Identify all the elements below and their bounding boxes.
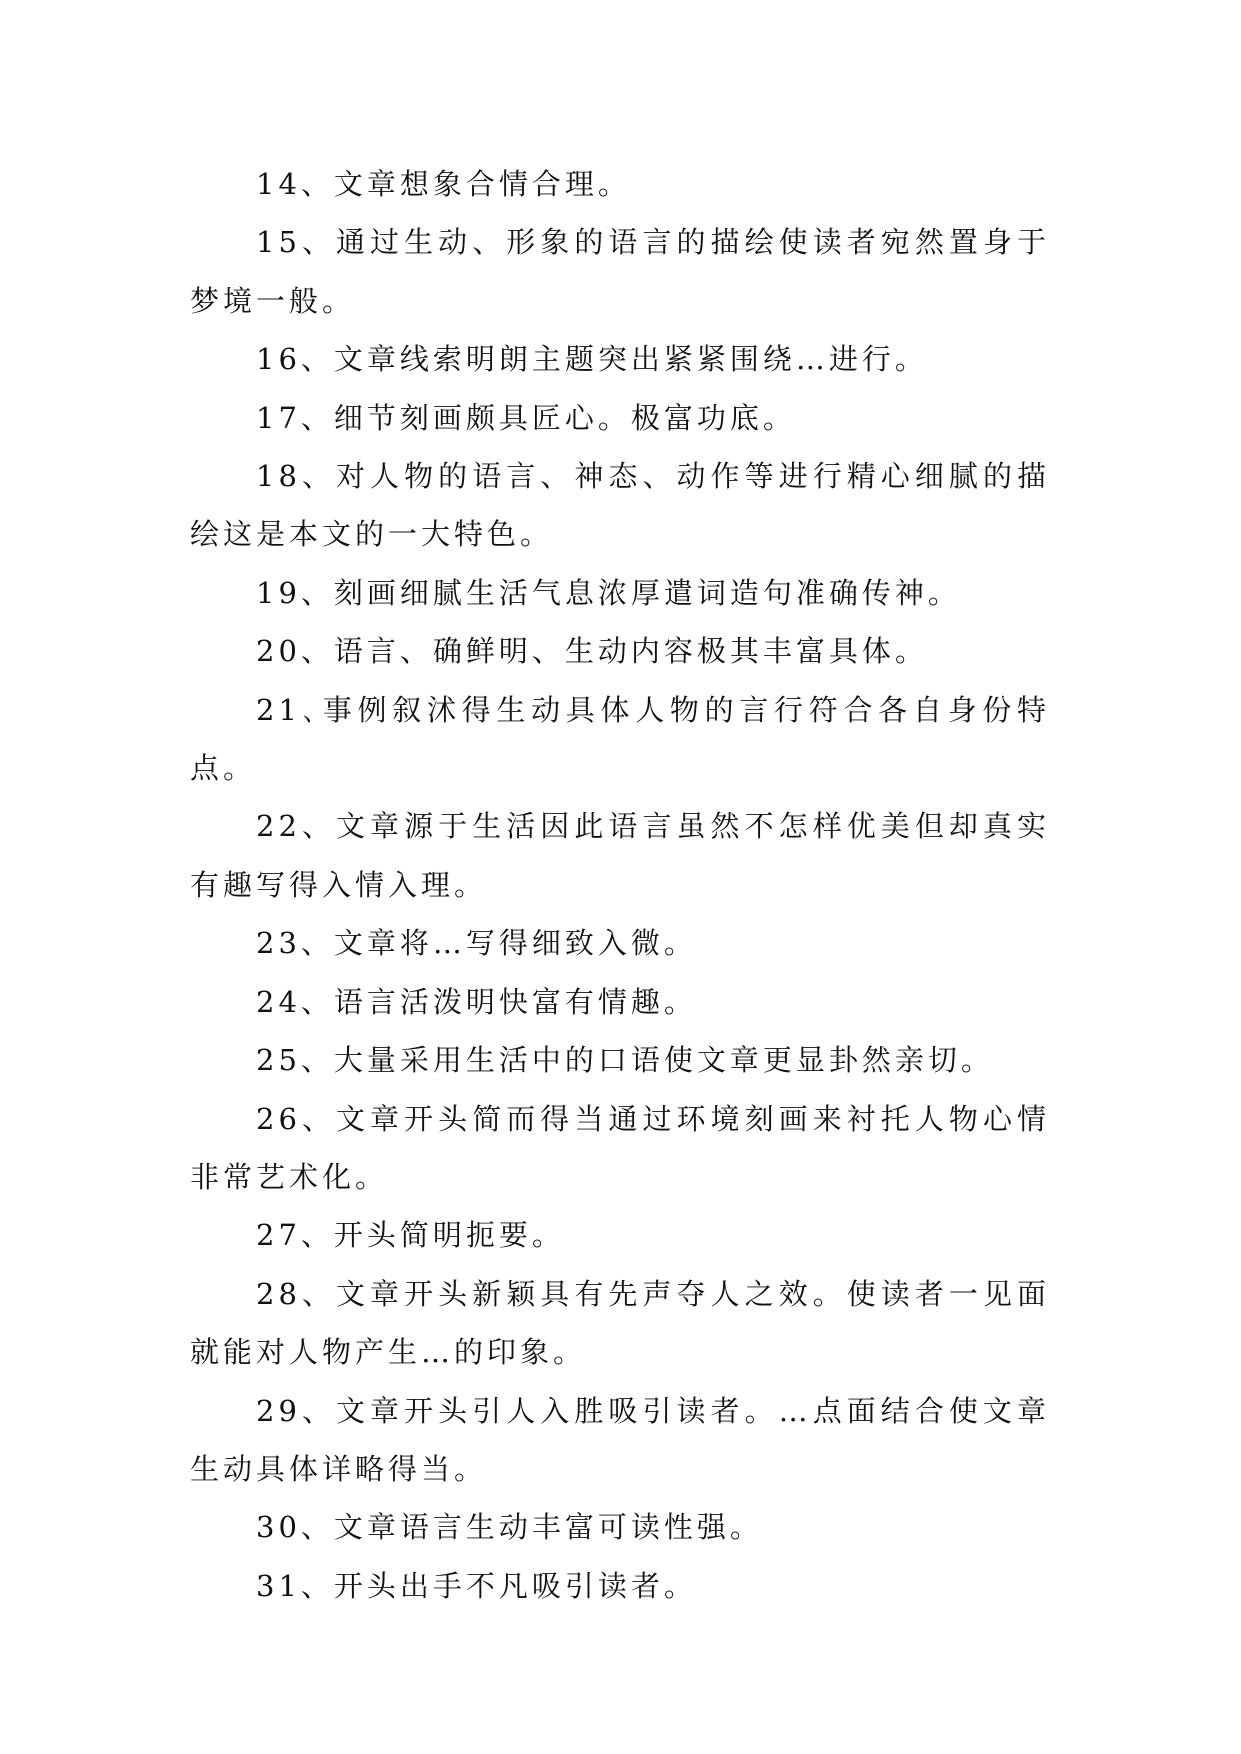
paragraph-28: 28、文章开头新颖具有先声夺人之效。使读者一见面就能对人物产生…的印象。 <box>190 1276 1050 1370</box>
paragraph-22: 22、文章源于生活因此语言虽然不怎样优美但却真实有趣写得入情入理。 <box>190 809 1050 902</box>
paragraph-30: 30、文章语言生动丰富可读性强。 <box>256 1510 763 1545</box>
paragraph-14: 14、文章想象合情合理。 <box>256 167 631 201</box>
paragraph-18: 18、对人物的语言、神态、动作等进行精心细腻的描绘这是本文的一大特色。 <box>190 459 1050 552</box>
paragraph-31: 31、开头出手不凡吸引读者。 <box>256 1568 697 1603</box>
document-body <box>190 155 1050 1615</box>
paragraph-29: 29、文章开头引人入胜吸引读者。…点面结合使文章生动具体详略得当。 <box>190 1393 1050 1486</box>
paragraph-20: 20、语言、确鲜明、生动内容极其丰富具体。 <box>256 634 928 669</box>
paragraph-26: 26、文章开头简而得当通过环境刻画来衬托人物心情非常艺术化。 <box>190 1101 1050 1194</box>
paragraph-24: 24、语言活泼明快富有情趣。 <box>256 984 697 1019</box>
paragraph-21: 21､事例叙沭得生动具体人物的言行符合各自身份特点。 <box>190 692 1050 786</box>
paragraph-23: 23、文章将…写得细致入微。 <box>256 926 697 961</box>
paragraph-17: 17、细节刻画颇具匠心。极富功底。 <box>256 400 796 435</box>
paragraph-16: 16、文章线索明朗主题突出紧紧围绕…进行。 <box>256 342 928 377</box>
paragraph-19: 19、刻画细腻生活气息浓厚遣词造句准确传神。 <box>256 575 961 610</box>
paragraph-27: 27、开头简明扼要。 <box>256 1218 565 1253</box>
paragraph-15: 15、通过生动、形象的语言的描绘使读者宛然置身于梦境一般。 <box>190 225 1050 318</box>
paragraph-25: 25、大量采用生活中的口语使文章更显卦然亲切。 <box>256 1043 994 1078</box>
